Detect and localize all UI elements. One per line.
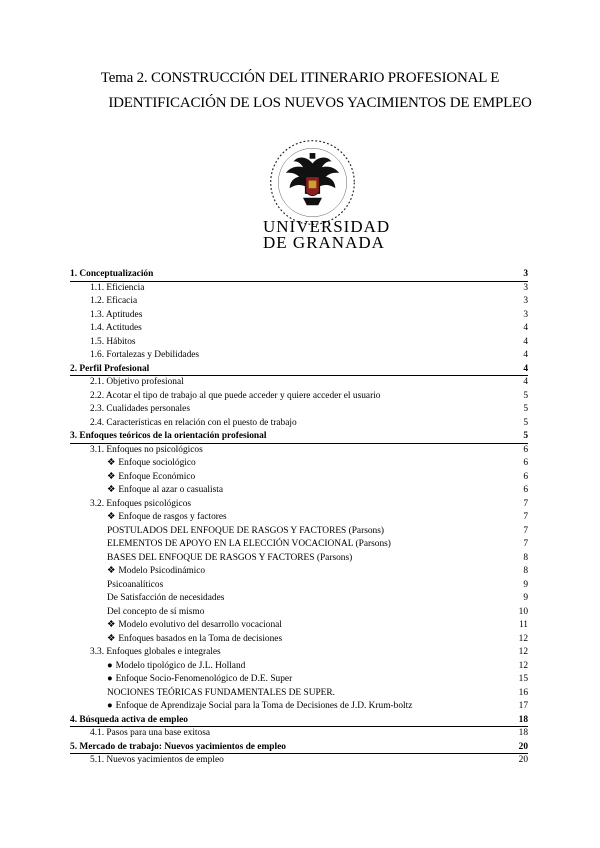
document-title-line1: Tema 2. CONSTRUCCIÓN DEL ITINERARIO PROFESIONAL E bbox=[100, 70, 500, 86]
toc-entry[interactable] bbox=[0, 403, 600, 417]
toc-entry-page: 9 bbox=[523, 579, 528, 590]
toc-entry-title bbox=[107, 606, 204, 620]
toc-entry-text: 1.6. Fortalezas y Debilidades bbox=[90, 350, 200, 360]
university-name-line2: DE GRANADA bbox=[263, 233, 385, 252]
toc-entry-page: 6 bbox=[523, 444, 528, 455]
toc-entry[interactable] bbox=[0, 430, 600, 444]
toc-entry-title bbox=[107, 525, 384, 539]
toc-entry-text: 1.2. Eficacia bbox=[90, 296, 138, 306]
toc-entry-page: 6 bbox=[523, 458, 528, 468]
toc-entry-page: 7 bbox=[523, 539, 528, 549]
toc-entry-page: 11 bbox=[518, 620, 528, 630]
bullet-dot-icon: ● bbox=[107, 701, 113, 711]
toc-entry[interactable] bbox=[0, 687, 600, 701]
toc-entry-title bbox=[107, 592, 224, 606]
toc-entry-title bbox=[107, 457, 196, 471]
toc-entry[interactable] bbox=[0, 619, 600, 633]
toc-entry-title bbox=[90, 282, 144, 296]
toc-entry[interactable] bbox=[0, 741, 600, 755]
university-seal-icon bbox=[265, 135, 360, 230]
toc-entry-title bbox=[107, 579, 163, 593]
toc-entry-title bbox=[70, 430, 266, 444]
toc-entry[interactable] bbox=[0, 754, 600, 768]
toc-entry-text: 1.3. Aptitudes bbox=[90, 309, 143, 320]
toc-entry[interactable] bbox=[0, 349, 600, 363]
toc-entry-page: 8 bbox=[523, 552, 528, 563]
toc-entry-title bbox=[107, 484, 223, 498]
toc-entry-page: 4 bbox=[523, 336, 528, 347]
toc-entry-text: Modelo Psicodinámico bbox=[118, 566, 206, 576]
toc-entry[interactable] bbox=[0, 282, 600, 296]
toc-entry[interactable] bbox=[0, 579, 600, 593]
toc-entry-title bbox=[70, 363, 149, 377]
toc-entry-title bbox=[90, 444, 203, 458]
toc-entry-title bbox=[90, 376, 184, 390]
toc-entry[interactable] bbox=[0, 322, 600, 336]
toc-entry-text: ELEMENTOS DE APOYO EN LA ELECCIÓN VOCACIONAL (Parsons) bbox=[107, 539, 391, 549]
bullet-diamond-icon: ❖ bbox=[107, 485, 116, 495]
toc-entry-page: 5 bbox=[523, 417, 528, 428]
toc-entry-title bbox=[70, 268, 153, 282]
toc-entry-page: 4 bbox=[523, 323, 528, 333]
toc-entry-page: 12 bbox=[518, 633, 528, 644]
toc-entry-text: 3.2. Enfoques psicológicos bbox=[90, 498, 192, 509]
toc-entry[interactable] bbox=[0, 268, 600, 282]
toc-entry-page: 5 bbox=[523, 390, 528, 401]
bullet-diamond-icon: ❖ bbox=[107, 458, 116, 468]
toc-entry-page: 3 bbox=[523, 309, 528, 320]
toc-entry-text: 2.2. Acotar el tipo de trabajo al que puede acceder y quiere acceder el usuario bbox=[90, 390, 381, 401]
toc-entry[interactable] bbox=[0, 484, 600, 498]
toc-entry-page: 16 bbox=[518, 687, 528, 698]
toc-entry[interactable] bbox=[0, 457, 600, 471]
toc-entry[interactable] bbox=[0, 714, 600, 728]
table-of-contents bbox=[0, 268, 600, 768]
bullet-dot-icon: ● bbox=[107, 660, 113, 671]
toc-entry[interactable] bbox=[0, 538, 600, 552]
bullet-diamond-icon: ❖ bbox=[107, 512, 116, 522]
toc-entry-title bbox=[107, 687, 335, 701]
bullet-diamond-icon: ❖ bbox=[107, 620, 116, 630]
toc-entry-page: 7 bbox=[523, 498, 528, 509]
toc-entry-page: 18 bbox=[518, 728, 528, 738]
toc-entry-text: 1. Conceptualización bbox=[70, 269, 154, 279]
toc-entry-title bbox=[90, 309, 142, 323]
toc-entry-page: 4 bbox=[523, 377, 528, 387]
toc-entry-text: 4.1. Pasos para una base exitosa bbox=[90, 728, 211, 738]
toc-entry-page: 20 bbox=[518, 755, 528, 765]
toc-entry-page: 5 bbox=[523, 404, 528, 414]
toc-entry[interactable] bbox=[0, 444, 600, 458]
toc-entry-page: 6 bbox=[523, 471, 528, 482]
toc-entry-page: 15 bbox=[518, 674, 528, 684]
toc-entry[interactable] bbox=[0, 295, 600, 309]
toc-entry-page: 20 bbox=[518, 741, 528, 752]
toc-entry-page: 17 bbox=[518, 701, 528, 711]
bullet-dot-icon: ● bbox=[107, 674, 113, 684]
toc-entry-title bbox=[90, 349, 199, 363]
toc-entry[interactable] bbox=[0, 565, 600, 579]
document-title-line2: IDENTIFICACIÓN DE LOS NUEVOS YACIMIENTOS DE EMPLEO bbox=[108, 95, 532, 111]
toc-entry-text: Enfoque Socio-Fenomenológico de D.E. Super bbox=[115, 674, 293, 684]
bullet-diamond-icon: ❖ bbox=[107, 633, 116, 644]
toc-entry-text: 5.1. Nuevos yacimientos de empleo bbox=[90, 755, 224, 765]
toc-entry-page: 4 bbox=[523, 350, 528, 360]
toc-entry[interactable] bbox=[0, 633, 600, 647]
bullet-diamond-icon: ❖ bbox=[107, 566, 116, 576]
toc-entry-title bbox=[107, 700, 412, 714]
toc-entry-page: 10 bbox=[518, 606, 528, 617]
toc-entry[interactable] bbox=[0, 552, 600, 566]
toc-entry-page: 7 bbox=[523, 512, 528, 522]
toc-entry-text: 1.5. Hábitos bbox=[90, 336, 136, 347]
toc-entry-page: 4 bbox=[523, 363, 528, 374]
toc-entry-page: 12 bbox=[518, 647, 528, 657]
toc-entry-title bbox=[90, 336, 136, 350]
toc-entry-title bbox=[90, 322, 142, 336]
toc-entry-page: 3 bbox=[523, 296, 528, 306]
bullet-diamond-icon: ❖ bbox=[107, 471, 116, 482]
toc-entry-page: 3 bbox=[523, 282, 528, 293]
toc-entry[interactable] bbox=[0, 700, 600, 714]
toc-entry-text: Enfoques basados en la Toma de decisiones bbox=[118, 633, 283, 644]
toc-entry-text: Enfoque Económico bbox=[118, 471, 196, 482]
toc-entry-text: 5. Mercado de trabajo: Nuevos yacimientos de empleo bbox=[70, 741, 286, 752]
toc-entry-text: 3. Enfoques teóricos de la orientación profesional bbox=[70, 431, 267, 441]
toc-entry-page: 5 bbox=[523, 431, 528, 441]
toc-entry[interactable] bbox=[0, 336, 600, 350]
toc-entry-text: 3.1. Enfoques no psicológicos bbox=[90, 444, 203, 455]
toc-entry[interactable] bbox=[0, 309, 600, 323]
toc-entry-text: Enfoque de Aprendizaje Social para la Toma de Decisiones de J.D. Krum-boltz bbox=[115, 701, 413, 711]
toc-entry-text: Del concepto de sí mismo bbox=[107, 606, 205, 617]
toc-entry-title bbox=[107, 660, 245, 674]
toc-entry[interactable] bbox=[0, 592, 600, 606]
toc-entry-title bbox=[107, 538, 391, 552]
toc-entry-text: Modelo tipológico de J.L. Holland bbox=[115, 660, 246, 671]
toc-entry-text: 1.1. Eficiencia bbox=[90, 282, 145, 293]
toc-entry-text: 2.4. Características en relación con el puesto de trabajo bbox=[90, 417, 297, 428]
toc-entry[interactable] bbox=[0, 673, 600, 687]
toc-entry-text: 2. Perfil Profesional bbox=[70, 363, 150, 374]
toc-entry[interactable] bbox=[0, 646, 600, 660]
toc-entry-text: Enfoque de rasgos y factores bbox=[118, 512, 227, 522]
toc-entry[interactable] bbox=[0, 525, 600, 539]
toc-entry-title bbox=[107, 673, 292, 687]
toc-entry-title bbox=[70, 714, 188, 728]
toc-entry-text: BASES DEL ENFOQUE DE RASGOS Y FACTORES (Parsons) bbox=[107, 552, 353, 563]
toc-entry[interactable] bbox=[0, 498, 600, 512]
toc-entry-page: 7 bbox=[523, 525, 528, 536]
toc-entry[interactable] bbox=[0, 363, 600, 377]
toc-entry-title bbox=[90, 754, 224, 768]
toc-entry-title bbox=[90, 417, 297, 431]
toc-entry-title bbox=[107, 633, 282, 647]
toc-entry-page: 9 bbox=[523, 593, 528, 603]
toc-entry-title bbox=[90, 498, 191, 512]
toc-entry-text: Enfoque al azar o casualista bbox=[118, 485, 224, 495]
toc-entry-title bbox=[107, 511, 227, 525]
toc-entry-title bbox=[107, 471, 195, 485]
toc-entry[interactable] bbox=[0, 417, 600, 431]
toc-entry-title bbox=[90, 727, 210, 741]
toc-entry[interactable] bbox=[0, 511, 600, 525]
toc-entry-title bbox=[90, 390, 380, 404]
toc-entry-title bbox=[107, 619, 282, 633]
toc-entry-page: 18 bbox=[518, 714, 528, 725]
toc-entry[interactable] bbox=[0, 471, 600, 485]
toc-entry-title bbox=[107, 552, 352, 566]
toc-entry-page: 12 bbox=[518, 660, 528, 671]
toc-entry[interactable] bbox=[0, 660, 600, 674]
toc-entry[interactable] bbox=[0, 376, 600, 390]
toc-entry[interactable] bbox=[0, 606, 600, 620]
toc-entry-text: Psicoanalíticos bbox=[107, 579, 164, 590]
toc-entry-title bbox=[90, 295, 137, 309]
university-name-line1: UNIVERSIDAD bbox=[263, 217, 391, 236]
toc-entry-title bbox=[90, 403, 190, 417]
toc-entry[interactable] bbox=[0, 390, 600, 404]
toc-entry-page: 3 bbox=[523, 269, 528, 279]
toc-entry-text: 3.3. Enfoques globales e integrales bbox=[90, 647, 221, 657]
toc-entry-title bbox=[90, 646, 221, 660]
toc-entry-page: 8 bbox=[523, 566, 528, 576]
toc-entry-text: Modelo evolutivo del desarrollo vocacional bbox=[118, 620, 282, 630]
toc-entry-text: Enfoque sociológico bbox=[118, 458, 196, 468]
toc-entry-text: 1.4. Actitudes bbox=[90, 323, 142, 333]
toc-entry[interactable] bbox=[0, 727, 600, 741]
toc-entry-page: 6 bbox=[523, 485, 528, 495]
toc-entry-text: NOCIONES TEÓRICAS FUNDAMENTALES DE SUPER. bbox=[107, 687, 335, 698]
toc-entry-title bbox=[107, 565, 205, 579]
toc-entry-text: 2.1. Objetivo profesional bbox=[90, 377, 184, 387]
toc-entry-text: 4. Búsqueda activa de empleo bbox=[70, 714, 188, 725]
toc-entry-text: POSTULADOS DEL ENFOQUE DE RASGOS Y FACTORES (Parsons) bbox=[107, 525, 385, 536]
toc-entry-title bbox=[70, 741, 286, 755]
toc-entry-text: De Satisfacción de necesidades bbox=[107, 593, 225, 603]
toc-entry-text: 2.3. Cualidades personales bbox=[90, 404, 190, 414]
